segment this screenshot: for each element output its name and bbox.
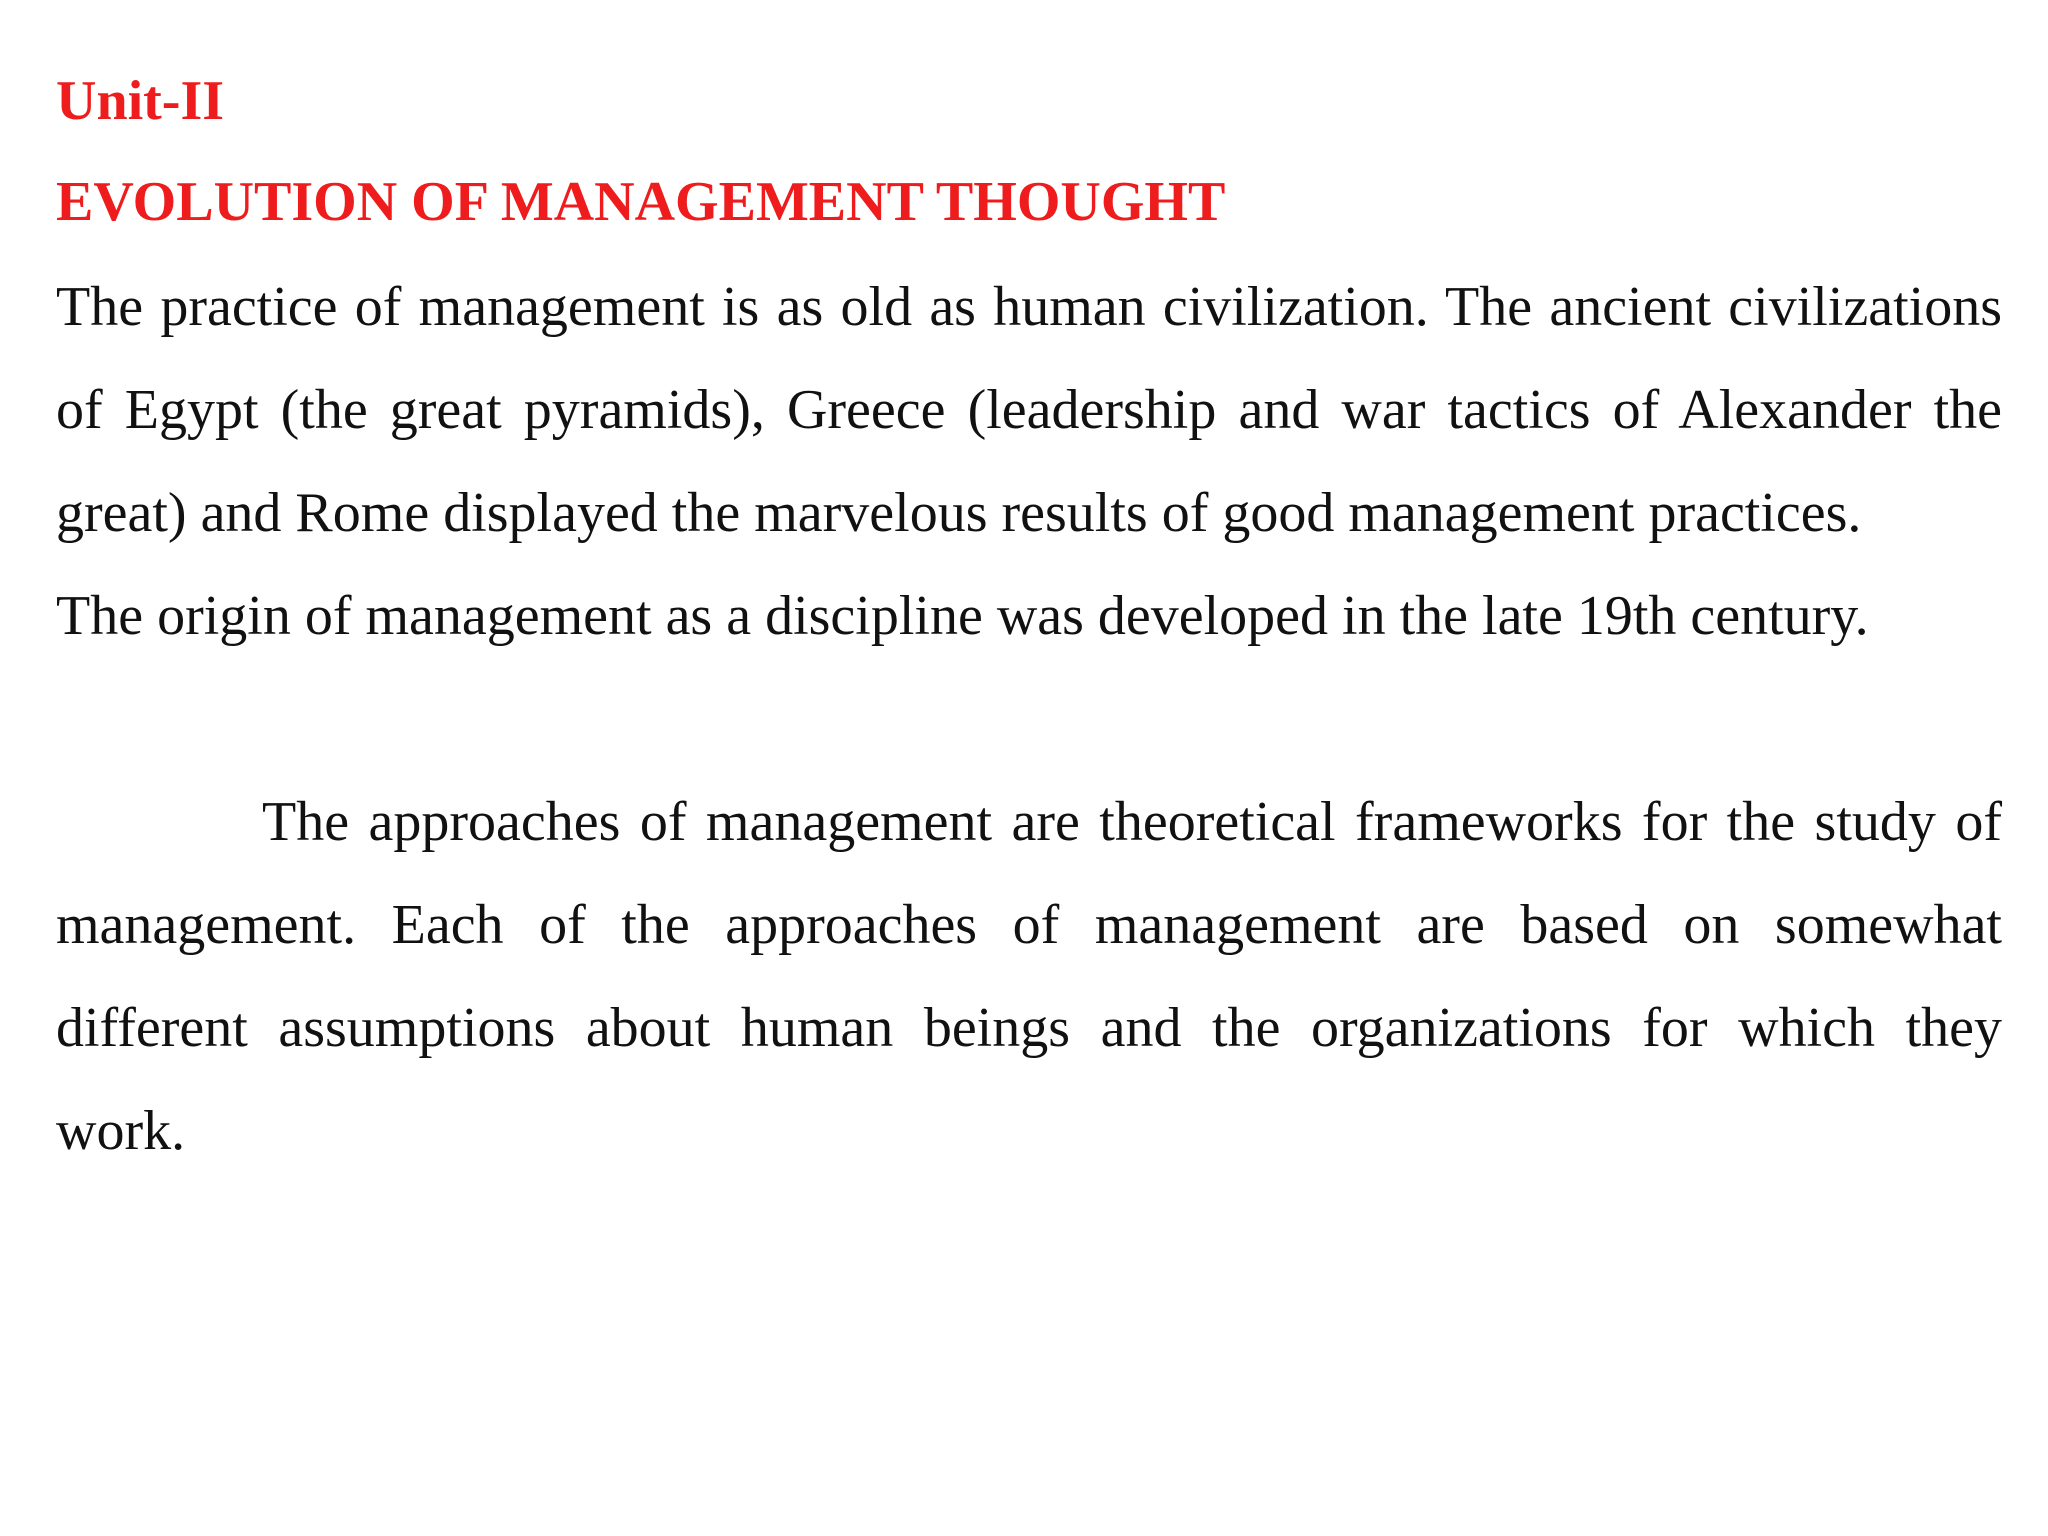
paragraph-line: The approaches of management are theoretical frameworks for the study of [262,791,2002,854]
paragraph-line: great) and Rome displayed the marvelous results of good management practices. [56,482,1862,545]
paragraph-management-approaches [56,771,2002,1183]
paragraph-line: different assumptions about human beings and the organizations for which they [56,997,2002,1060]
paragraph-line: of Egypt (the great pyramids), Greece (leadership and war tactics of Alexander the [56,379,2002,442]
unit-title: Unit-II [56,70,225,132]
paragraph-line: work. [56,1100,186,1163]
section-title: EVOLUTION OF MANAGEMENT THOUGHT [56,171,1226,234]
paragraph-management-origin: The origin of management as a discipline was developed in the late 19th century. [56,585,1869,648]
document-page [56,68,2002,1183]
paragraph-management-history [56,256,2002,565]
paragraph-line: management. Each of the approaches of management are based on somewhat [56,894,2002,957]
paragraph-line: The practice of management is as old as human civilization. The ancient civilizations [56,276,2002,339]
